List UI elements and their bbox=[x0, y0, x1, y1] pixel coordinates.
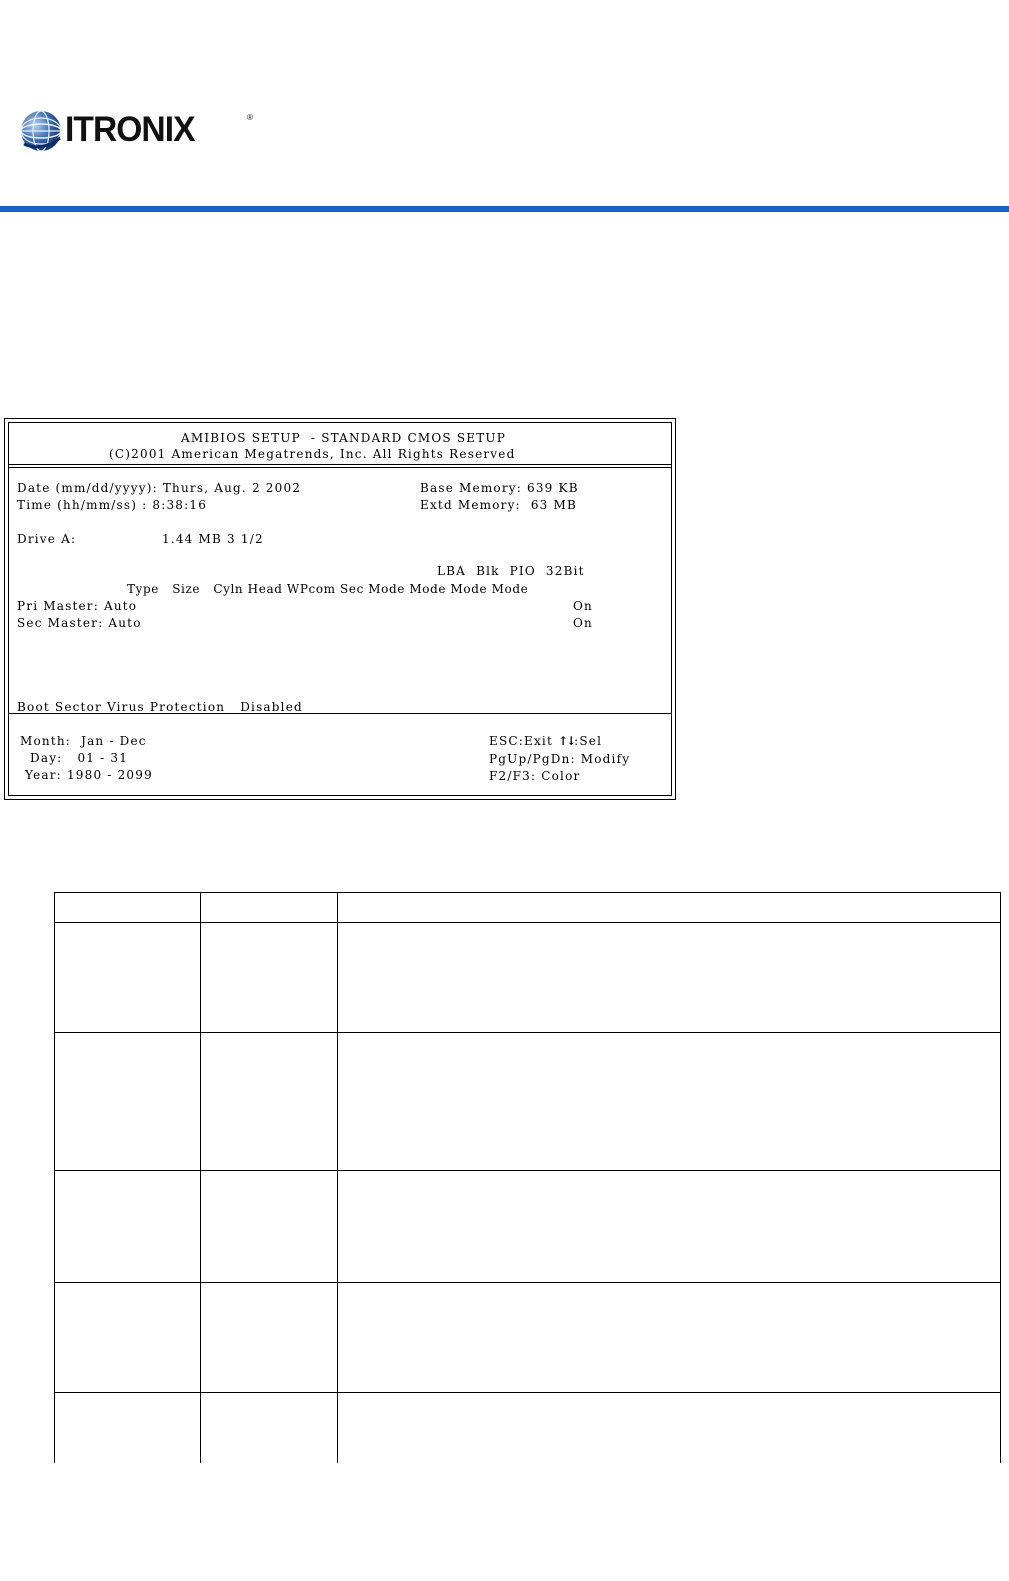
table-header-cell bbox=[338, 893, 1001, 923]
table-cell bbox=[201, 1171, 338, 1283]
table-row bbox=[55, 1171, 1001, 1283]
table-cell bbox=[201, 923, 338, 1033]
bios-help-month: Month: Jan - Dec bbox=[20, 734, 147, 748]
bios-date: Date (mm/dd/yyyy): Thurs, Aug. 2 2002 bbox=[17, 481, 302, 495]
table-row bbox=[55, 1393, 1001, 1463]
table-header-row bbox=[55, 893, 1001, 923]
bios-key-sel-label: :Sel bbox=[574, 734, 603, 748]
logo-wordmark: ITRONIX bbox=[65, 110, 195, 149]
table-header-cell bbox=[201, 893, 338, 923]
bios-title: AMIBIOS SETUP - STANDARD CMOS SETUP bbox=[181, 431, 507, 445]
up-down-arrows-icon: ↑↓ bbox=[558, 734, 575, 748]
bios-divider-top bbox=[9, 464, 671, 468]
table-cell bbox=[338, 1283, 1001, 1393]
bios-setup-screen bbox=[4, 418, 676, 800]
settings-table bbox=[54, 892, 1001, 1463]
bios-sec-master-32bit: On bbox=[573, 616, 593, 630]
table-cell bbox=[338, 1393, 1001, 1463]
bios-drive-header-1: LBA Blk PIO 32Bit bbox=[437, 564, 585, 578]
header-rule bbox=[0, 206, 1009, 212]
bios-sec-master: Sec Master: Auto bbox=[17, 616, 142, 630]
registered-mark: ® bbox=[247, 113, 253, 122]
bios-pri-master: Pri Master: Auto bbox=[17, 599, 138, 613]
bios-key-esc-label: ESC:Exit bbox=[489, 734, 559, 748]
globe-icon bbox=[18, 108, 64, 154]
table-cell bbox=[201, 1033, 338, 1171]
bios-key-esc bbox=[489, 734, 602, 748]
bios-copyright: (C)2001 American Megatrends, Inc. All Rights Reserved bbox=[109, 447, 516, 461]
bios-key-f2-f3: F2/F3: Color bbox=[489, 769, 581, 783]
table-cell bbox=[55, 1033, 201, 1171]
table-row bbox=[55, 1033, 1001, 1171]
table-cell bbox=[201, 1393, 338, 1463]
bios-key-pgup-pgdn: PgUp/PgDn: Modify bbox=[489, 752, 631, 766]
table-cell bbox=[201, 1283, 338, 1393]
bios-help-day: Day: 01 - 31 bbox=[20, 751, 129, 765]
table-header-cell bbox=[55, 893, 201, 923]
table-cell bbox=[55, 1171, 201, 1283]
table-cell bbox=[55, 923, 201, 1033]
bios-drive-header-2: Type Size Cyln Head WPcom Sec Mode Mode Mode Mode bbox=[127, 582, 529, 596]
table-cell bbox=[338, 923, 1001, 1033]
bios-time: Time (hh/mm/ss) : 8:38:16 bbox=[17, 498, 208, 512]
bios-drive-a-value: 1.44 MB 3 1/2 bbox=[162, 532, 264, 546]
bios-boot-sector: Boot Sector Virus Protection Disabled bbox=[17, 700, 303, 714]
itronix-logo bbox=[18, 108, 253, 154]
bios-divider-bottom bbox=[9, 713, 671, 714]
table-cell bbox=[55, 1283, 201, 1393]
bios-drive-a-label: Drive A: bbox=[17, 532, 77, 546]
bios-screen-frame bbox=[8, 422, 672, 796]
table-cell bbox=[55, 1393, 201, 1463]
table-cell bbox=[338, 1033, 1001, 1171]
table-cell bbox=[338, 1171, 1001, 1283]
table-row bbox=[55, 923, 1001, 1033]
bios-help-year: Year: 1980 - 2099 bbox=[20, 768, 153, 782]
bios-extd-memory: Extd Memory: 63 MB bbox=[420, 498, 578, 512]
bios-pri-master-32bit: On bbox=[573, 599, 593, 613]
table-row bbox=[55, 1283, 1001, 1393]
bios-base-memory: Base Memory: 639 KB bbox=[420, 481, 579, 495]
